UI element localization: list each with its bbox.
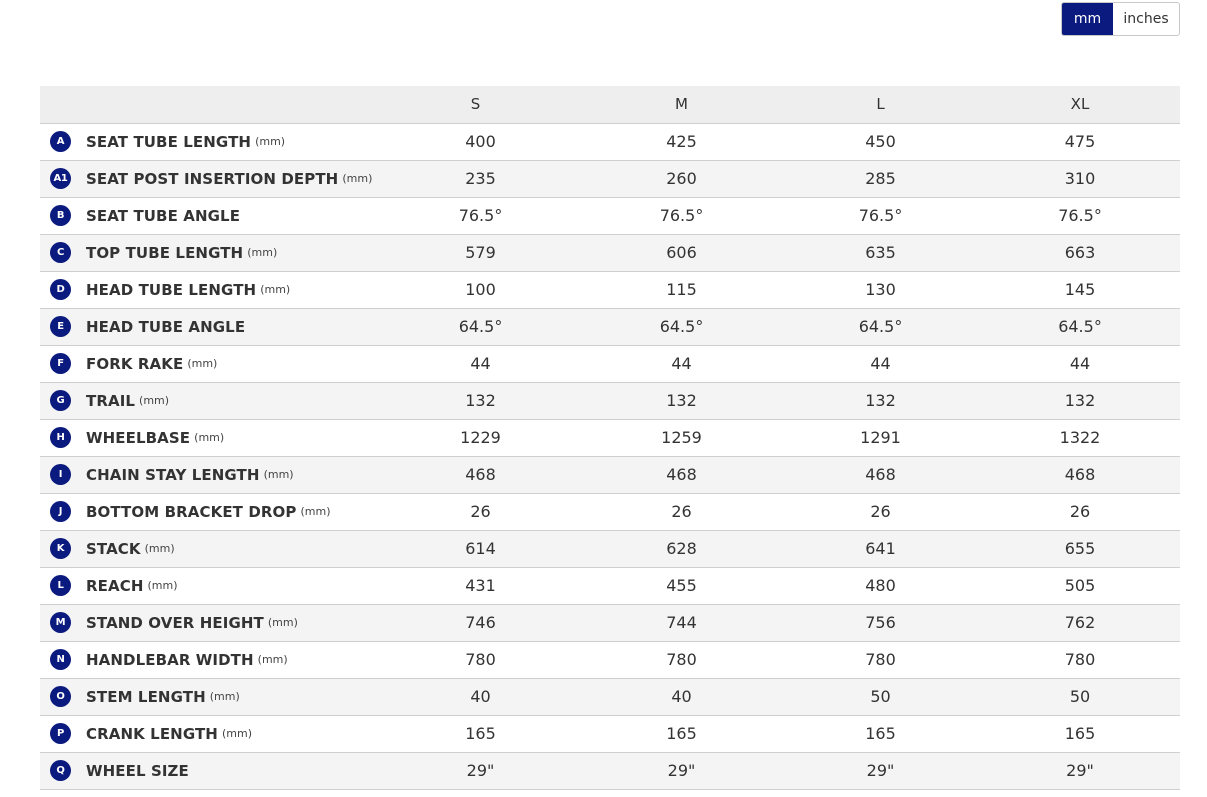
value-cell-l: 29" [781, 752, 980, 789]
value-cell-s: 64.5° [379, 308, 582, 345]
measurement-key-badge: G [50, 390, 71, 411]
measurement-name-cell [40, 345, 379, 382]
value-cell-l: 44 [781, 345, 980, 382]
value-cell-xl: 145 [980, 271, 1180, 308]
measurement-name-cell [40, 678, 379, 715]
column-header-l: L [781, 86, 980, 123]
measurement-label: CRANK LENGTH [86, 724, 218, 743]
measurement-name [40, 272, 379, 308]
value-cell-l: 26 [781, 493, 980, 530]
measurement-name [40, 309, 379, 345]
value-cell-m: 780 [582, 641, 781, 678]
measurement-unit: (mm) [147, 579, 178, 592]
measurement-key-badge: E [50, 316, 71, 337]
measurement-name-cell [40, 530, 379, 567]
measurement-unit: (mm) [260, 283, 291, 296]
measurement-name [40, 753, 379, 789]
measurement-name [40, 161, 379, 197]
measurement-key-badge: H [50, 427, 71, 448]
value-cell-m: 64.5° [582, 308, 781, 345]
value-cell-m: 1259 [582, 419, 781, 456]
measurement-name [40, 605, 379, 641]
value-cell-m: 132 [582, 382, 781, 419]
table-row [40, 271, 1180, 308]
value-cell-s: 100 [379, 271, 582, 308]
value-cell-m: 29" [582, 752, 781, 789]
measurement-key-badge: A1 [50, 168, 71, 189]
measurement-name-cell [40, 419, 379, 456]
value-cell-xl: 29" [980, 752, 1180, 789]
measurement-unit: (mm) [221, 727, 252, 740]
measurement-unit: (mm) [194, 431, 225, 444]
measurement-key-badge: I [50, 464, 71, 485]
measurement-label: HEAD TUBE ANGLE [86, 317, 246, 336]
value-cell-s: 76.5° [379, 197, 582, 234]
measurement-name [40, 568, 379, 604]
measurement-name-cell [40, 308, 379, 345]
value-cell-xl: 655 [980, 530, 1180, 567]
value-cell-xl: 1322 [980, 419, 1180, 456]
value-cell-m: 606 [582, 234, 781, 271]
value-cell-l: 76.5° [781, 197, 980, 234]
value-cell-l: 132 [781, 382, 980, 419]
measurement-name [40, 124, 379, 160]
value-cell-l: 50 [781, 678, 980, 715]
value-cell-s: 579 [379, 234, 582, 271]
measurement-label: HEAD TUBE LENGTH [86, 280, 257, 299]
measurement-label: CHAIN STAY LENGTH [86, 465, 260, 484]
header-spacer [40, 86, 379, 123]
measurement-label: WHEELBASE [86, 428, 191, 447]
value-cell-s: 235 [379, 160, 582, 197]
value-cell-xl: 475 [980, 123, 1180, 160]
table-row [40, 382, 1180, 419]
value-cell-s: 1229 [379, 419, 582, 456]
unit-toggle [1061, 2, 1180, 36]
geometry-table [40, 86, 1180, 790]
value-cell-l: 64.5° [781, 308, 980, 345]
measurement-name-cell [40, 382, 379, 419]
value-cell-xl: 26 [980, 493, 1180, 530]
measurement-label: STEM LENGTH [86, 687, 206, 706]
value-cell-xl: 76.5° [980, 197, 1180, 234]
unit-inches-button[interactable]: inches [1123, 11, 1169, 27]
measurement-key-badge: B [50, 205, 71, 226]
measurement-label: SEAT TUBE ANGLE [86, 206, 241, 225]
measurement-name [40, 531, 379, 567]
value-cell-m: 468 [582, 456, 781, 493]
measurement-name-cell [40, 641, 379, 678]
measurement-name [40, 346, 379, 382]
column-header-m: M [582, 86, 781, 123]
table-row [40, 752, 1180, 789]
table-row [40, 308, 1180, 345]
measurement-key-badge: O [50, 686, 71, 707]
value-cell-m: 40 [582, 678, 781, 715]
value-cell-l: 635 [781, 234, 980, 271]
value-cell-l: 641 [781, 530, 980, 567]
measurement-key-badge: F [50, 353, 71, 374]
value-cell-xl: 663 [980, 234, 1180, 271]
measurement-label: FORK RAKE [86, 354, 184, 373]
value-cell-m: 744 [582, 604, 781, 641]
value-cell-xl: 468 [980, 456, 1180, 493]
value-cell-xl: 505 [980, 567, 1180, 604]
measurement-unit: (mm) [342, 172, 373, 185]
measurement-name-cell [40, 715, 379, 752]
value-cell-l: 285 [781, 160, 980, 197]
table-row [40, 604, 1180, 641]
value-cell-m: 76.5° [582, 197, 781, 234]
measurement-key-badge: M [50, 612, 71, 633]
value-cell-s: 26 [379, 493, 582, 530]
table-row [40, 234, 1180, 271]
measurement-name [40, 383, 379, 419]
measurement-key-badge: P [50, 723, 71, 744]
column-header-s: S [379, 86, 582, 123]
value-cell-s: 40 [379, 678, 582, 715]
measurement-name-cell [40, 456, 379, 493]
table-row [40, 197, 1180, 234]
measurement-unit: (mm) [187, 357, 218, 370]
table-row [40, 345, 1180, 382]
measurement-name [40, 679, 379, 715]
value-cell-s: 431 [379, 567, 582, 604]
measurement-label: TOP TUBE LENGTH [86, 243, 244, 262]
unit-mm-button[interactable]: mm [1062, 3, 1113, 35]
measurement-label: BOTTOM BRACKET DROP [86, 502, 297, 521]
value-cell-xl: 44 [980, 345, 1180, 382]
measurement-label: HANDLEBAR WIDTH [86, 650, 254, 669]
table-row [40, 493, 1180, 530]
value-cell-l: 1291 [781, 419, 980, 456]
value-cell-m: 455 [582, 567, 781, 604]
measurement-unit: (mm) [139, 394, 170, 407]
value-cell-l: 468 [781, 456, 980, 493]
measurement-label: REACH [86, 576, 144, 595]
value-cell-m: 26 [582, 493, 781, 530]
value-cell-s: 746 [379, 604, 582, 641]
value-cell-m: 115 [582, 271, 781, 308]
value-cell-s: 468 [379, 456, 582, 493]
table-row [40, 530, 1180, 567]
table-row [40, 123, 1180, 160]
value-cell-m: 165 [582, 715, 781, 752]
measurement-label: SEAT POST INSERTION DEPTH [86, 169, 339, 188]
value-cell-s: 780 [379, 641, 582, 678]
value-cell-xl: 762 [980, 604, 1180, 641]
measurement-name [40, 494, 379, 530]
measurement-name [40, 457, 379, 493]
measurement-key-badge: N [50, 649, 71, 670]
value-cell-xl: 132 [980, 382, 1180, 419]
measurement-name [40, 642, 379, 678]
table-row [40, 678, 1180, 715]
measurement-unit: (mm) [144, 542, 175, 555]
measurement-label: WHEEL SIZE [86, 761, 189, 780]
measurement-name [40, 198, 379, 234]
table-row [40, 567, 1180, 604]
value-cell-s: 400 [379, 123, 582, 160]
value-cell-s: 132 [379, 382, 582, 419]
measurement-name-cell [40, 197, 379, 234]
measurement-unit: (mm) [209, 690, 240, 703]
measurement-name-cell [40, 604, 379, 641]
measurement-unit: (mm) [247, 246, 278, 259]
measurement-key-badge: L [50, 575, 71, 596]
value-cell-s: 165 [379, 715, 582, 752]
measurement-key-badge: J [50, 501, 71, 522]
table-row [40, 715, 1180, 752]
measurement-name-cell [40, 271, 379, 308]
table-row [40, 160, 1180, 197]
value-cell-l: 165 [781, 715, 980, 752]
value-cell-xl: 64.5° [980, 308, 1180, 345]
table-row [40, 419, 1180, 456]
table-body [40, 123, 1180, 789]
value-cell-l: 780 [781, 641, 980, 678]
table-row [40, 641, 1180, 678]
measurement-name-cell [40, 567, 379, 604]
table-header-row [40, 86, 1180, 123]
value-cell-l: 480 [781, 567, 980, 604]
measurement-name [40, 420, 379, 456]
measurement-unit: (mm) [255, 135, 286, 148]
measurement-name-cell [40, 752, 379, 789]
measurement-unit: (mm) [267, 616, 298, 629]
measurement-name [40, 235, 379, 271]
measurement-name-cell [40, 160, 379, 197]
measurement-name-cell [40, 234, 379, 271]
value-cell-xl: 50 [980, 678, 1180, 715]
value-cell-m: 628 [582, 530, 781, 567]
measurement-name-cell [40, 493, 379, 530]
measurement-label: SEAT TUBE LENGTH [86, 132, 252, 151]
measurement-key-badge: A [50, 131, 71, 152]
value-cell-xl: 310 [980, 160, 1180, 197]
measurement-name [40, 716, 379, 752]
value-cell-m: 425 [582, 123, 781, 160]
measurement-key-badge: C [50, 242, 71, 263]
value-cell-s: 44 [379, 345, 582, 382]
measurement-unit: (mm) [257, 653, 288, 666]
table-row [40, 456, 1180, 493]
measurement-key-badge: D [50, 279, 71, 300]
value-cell-s: 614 [379, 530, 582, 567]
measurement-label: STAND OVER HEIGHT [86, 613, 264, 632]
value-cell-xl: 780 [980, 641, 1180, 678]
measurement-label: STACK [86, 539, 141, 558]
measurement-name-cell [40, 123, 379, 160]
value-cell-s: 29" [379, 752, 582, 789]
value-cell-l: 130 [781, 271, 980, 308]
measurement-unit: (mm) [263, 468, 294, 481]
measurement-key-badge: Q [50, 760, 71, 781]
value-cell-l: 450 [781, 123, 980, 160]
measurement-unit: (mm) [300, 505, 331, 518]
measurement-label: TRAIL [86, 391, 136, 410]
measurement-key-badge: K [50, 538, 71, 559]
column-header-xl: XL [980, 86, 1180, 123]
value-cell-l: 756 [781, 604, 980, 641]
value-cell-xl: 165 [980, 715, 1180, 752]
value-cell-m: 44 [582, 345, 781, 382]
value-cell-m: 260 [582, 160, 781, 197]
